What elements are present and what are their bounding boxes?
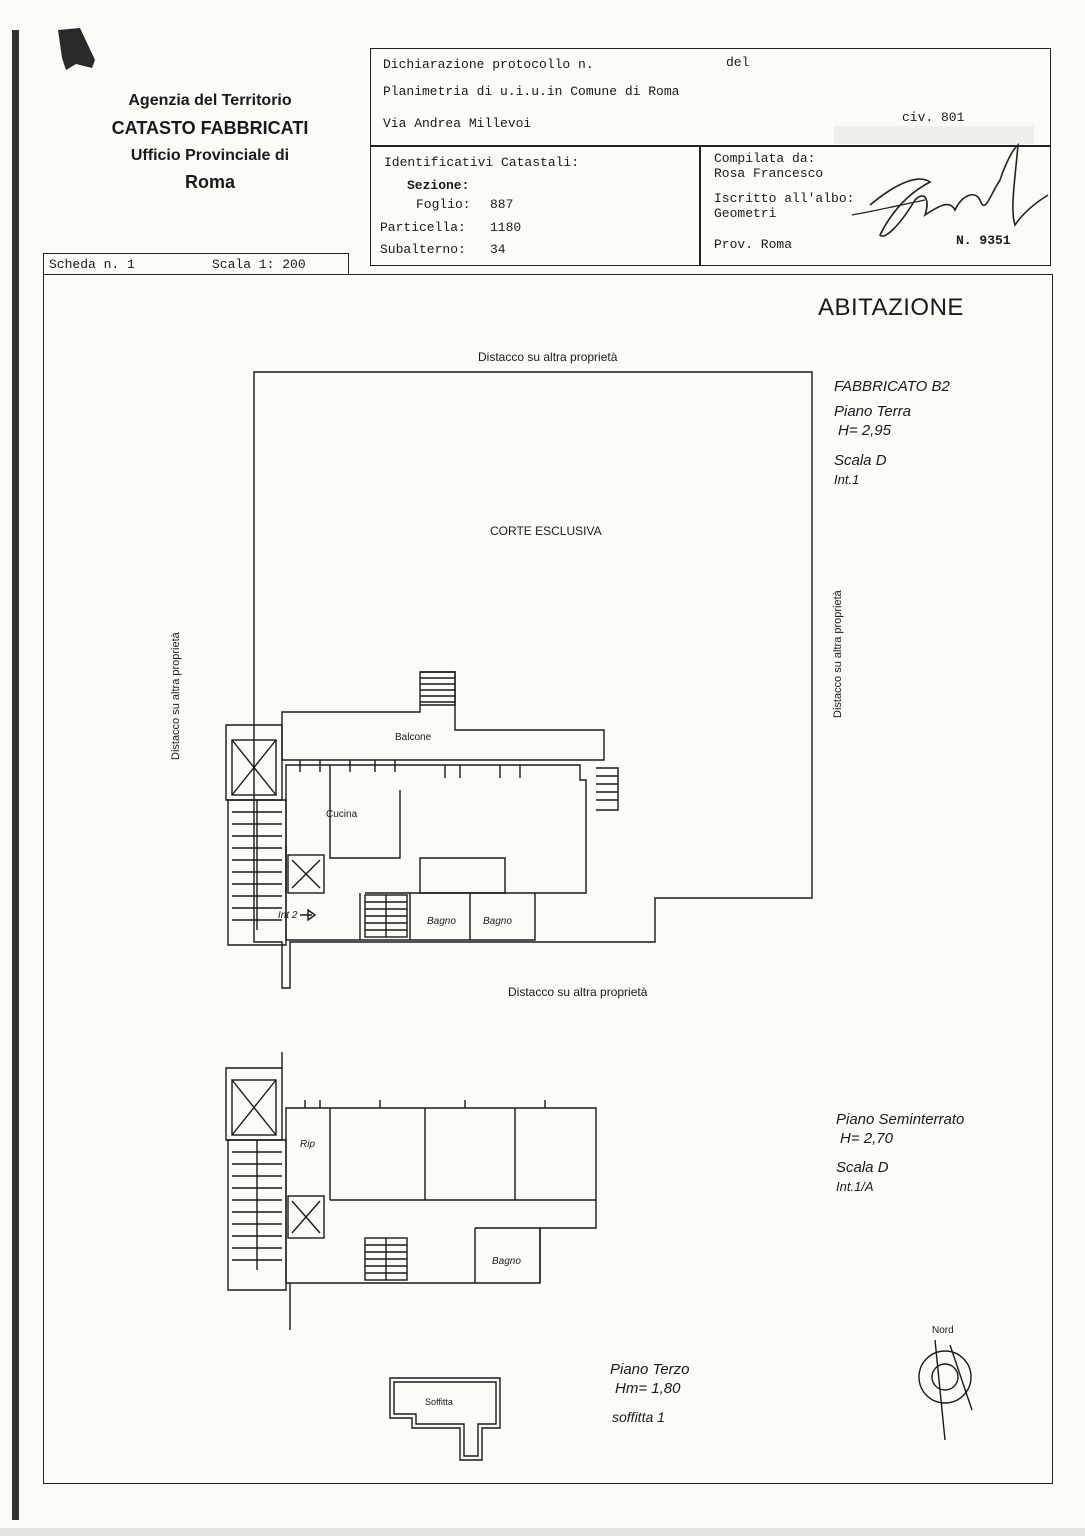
piano-terra-interno: Int.1 xyxy=(834,472,860,487)
distacco-bottom-label: Distacco su altra proprietà xyxy=(508,985,648,999)
distacco-left-label: Distacco su altra proprietà xyxy=(170,632,182,760)
identificativi-label: Identificativi Catastali: xyxy=(384,155,580,170)
room-bagno-3: Bagno xyxy=(492,1256,521,1267)
plan-title: ABITAZIONE xyxy=(818,294,964,321)
particella-label: Particella: xyxy=(380,220,466,235)
subalterno-label: Subalterno: xyxy=(380,242,466,257)
header-divider-h xyxy=(370,145,1051,147)
piano-terra-height: H= 2,95 xyxy=(838,422,891,439)
albo-number: N. 9351 xyxy=(956,233,1011,248)
scheda-label: Scheda n. 1 xyxy=(49,257,135,272)
room-int2: Int 2 xyxy=(278,910,298,921)
seminterrato-height: H= 2,70 xyxy=(840,1130,893,1147)
seminterrato-scala: Scala D xyxy=(836,1159,889,1176)
sezione-label: Sezione: xyxy=(407,178,470,193)
fabbricato-label: FABBRICATO B2 xyxy=(834,378,950,395)
albo-value: Geometri xyxy=(714,206,777,221)
provincia-label: Prov. Roma xyxy=(714,237,793,252)
drawing-frame xyxy=(43,274,1053,1484)
room-bagno-1: Bagno xyxy=(427,916,456,927)
del-label: del xyxy=(726,55,750,70)
seminterrato-label: Piano Seminterrato xyxy=(836,1111,965,1128)
stamp-faint xyxy=(834,126,1034,144)
subalterno-value: 34 xyxy=(490,242,506,257)
agency-catasto: CATASTO FABBRICATI xyxy=(111,118,309,138)
bottom-edge xyxy=(0,1528,1085,1536)
piano-terra-scala: Scala D xyxy=(834,452,887,469)
scala-label: Scala 1: 200 xyxy=(212,257,306,272)
foglio-value: 887 xyxy=(490,197,514,212)
foglio-label: Foglio: xyxy=(416,197,471,212)
piano-terra-label: Piano Terra xyxy=(834,403,911,420)
compilatore-name: Rosa Francesco xyxy=(714,166,824,181)
room-rip: Rip xyxy=(300,1139,316,1150)
distacco-right-label: Distacco su altra proprietà xyxy=(832,590,844,718)
agency-office: Ufficio Provinciale di xyxy=(130,147,290,164)
particella-value: 1180 xyxy=(490,220,522,235)
north-label: Nord xyxy=(932,1325,954,1336)
civic-number: civ. 801 xyxy=(902,110,965,125)
soffitta-number-label: soffitta 1 xyxy=(612,1409,665,1425)
header-divider-v xyxy=(699,145,701,266)
distacco-top-label: Distacco su altra proprietà xyxy=(478,350,618,364)
agency-city: Roma xyxy=(184,172,235,192)
room-soffitta: Soffitta xyxy=(425,1397,453,1407)
corte-label: CORTE ESCLUSIVA xyxy=(490,524,602,538)
seminterrato-interno: Int.1/A xyxy=(836,1179,874,1194)
iscritto-label: Iscritto all'albo: xyxy=(714,191,855,206)
room-balcone: Balcone xyxy=(395,732,432,743)
piano-terzo-height: Hm= 1,80 xyxy=(615,1380,681,1397)
agency-name: Agenzia del Territorio xyxy=(128,92,292,109)
address-label: Via Andrea Millevoi xyxy=(383,116,532,131)
dichiarazione-label: Dichiarazione protocollo n. xyxy=(383,57,594,72)
binding-edge xyxy=(12,30,19,1520)
room-bagno-2: Bagno xyxy=(483,916,512,927)
room-cucina: Cucina xyxy=(326,809,358,820)
planimetria-label: Planimetria di u.i.u.in Comune di Roma xyxy=(383,84,680,99)
piano-terzo-label: Piano Terzo xyxy=(610,1361,690,1378)
compilata-label: Compilata da: xyxy=(714,151,816,166)
